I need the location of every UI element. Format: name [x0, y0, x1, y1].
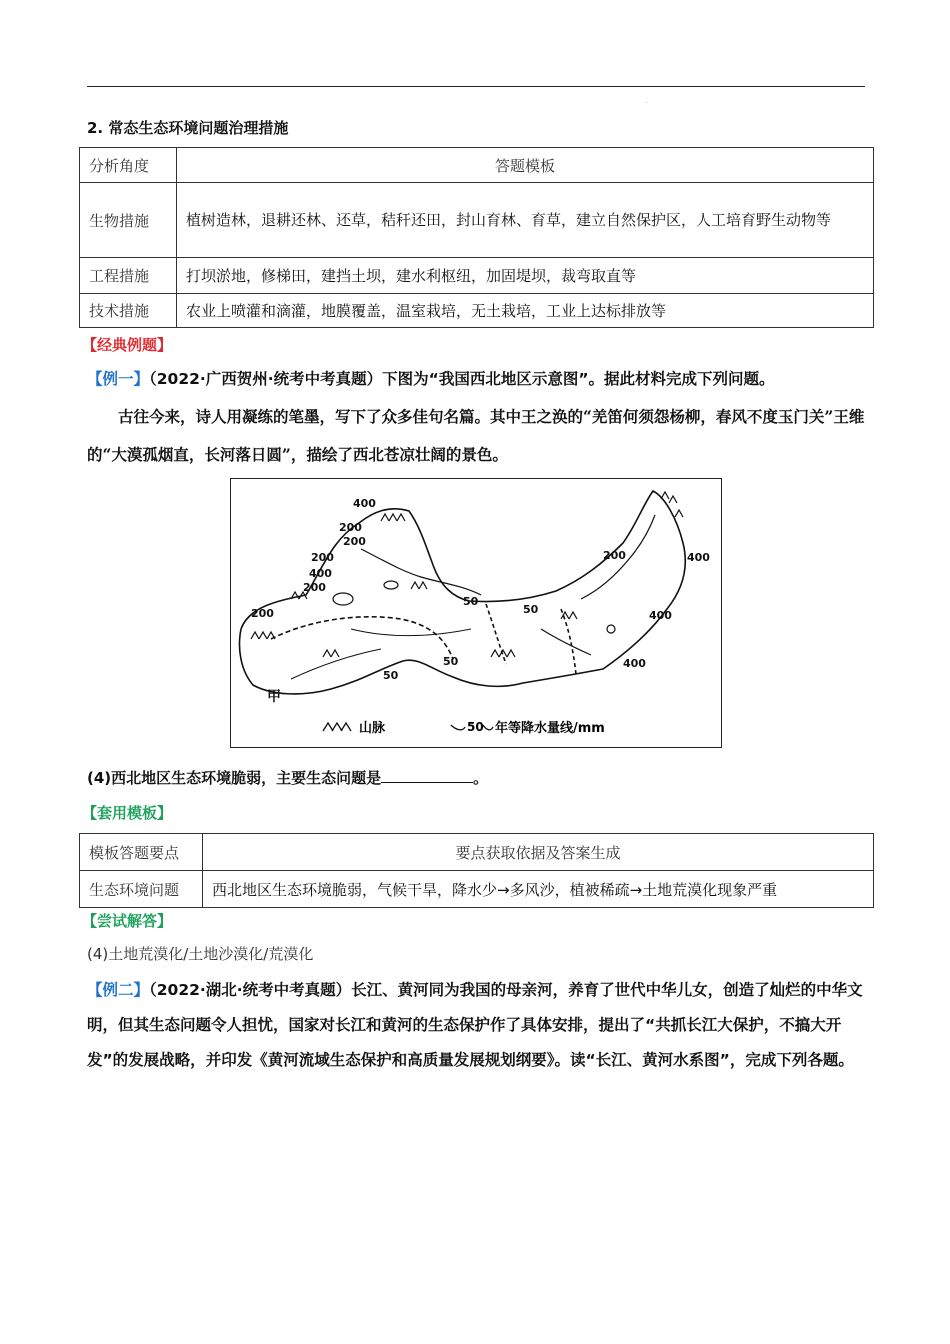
table-header-row [80, 834, 874, 871]
answer-blank[interactable] [381, 768, 473, 783]
example1-poem: 古往今来，诗人用凝练的笔墨，写下了众多佳句名篇。其中王之涣的“羌笛何须怨杨柳，春风不度玉门关”王维的“大漠孤烟直，长河落日圆”，描绘了西北苍凉壮阔的景色。 [87, 407, 865, 464]
table-row [80, 294, 874, 328]
isohyet-legend-icon [451, 725, 465, 730]
table-row-text: 打坝淤地，修梯田，建挡土坝，建水利枢纽，加固堤坝，裁弯取直等 [177, 258, 874, 294]
table-header-row [80, 148, 874, 183]
contour-label: 400 [623, 657, 646, 670]
legend-isohyet-label: 年等降水量线/mm [495, 721, 605, 736]
place-label: 甲 [267, 689, 281, 705]
section-title: 2. 常态生态环境问题治理措施 [87, 119, 289, 137]
measures-table [79, 147, 874, 328]
isohyet-legend-icon [483, 725, 493, 730]
lake [384, 581, 398, 589]
river [361, 549, 481, 595]
contour-label: 200 [303, 581, 326, 594]
example1-text: （2022·广西贺州·统考中考真题）下图为“我国西北地区示意图”。据此材料完成下列问题。 [149, 370, 775, 388]
template-tag: 【套用模板】 [82, 804, 173, 822]
table-row [80, 871, 874, 908]
question-end: 。 [473, 769, 489, 787]
contour-label: 50 [443, 655, 459, 668]
example1-intro [87, 362, 867, 397]
contour-label: 50 [463, 595, 479, 608]
table-row-label: 工程措施 [80, 258, 177, 294]
try-answer-tag: 【尝试解答】 [82, 912, 173, 930]
city-marker [607, 625, 615, 633]
template-table [79, 833, 874, 908]
lake [333, 593, 353, 605]
legend-isohyet-value: 50 [467, 720, 484, 734]
map-legend [323, 720, 605, 736]
table-header-cell: 答题模板 [177, 148, 874, 183]
table-header-cell: 要点获取依据及答案生成 [203, 834, 874, 871]
table-header-cell: 模板答题要点 [80, 834, 203, 871]
northwest-map [230, 478, 722, 748]
contour-label: 200 [251, 607, 274, 620]
header-dot: . [646, 98, 648, 105]
contour-label: 50 [523, 603, 539, 616]
map-figure [231, 479, 721, 747]
table-row [80, 183, 874, 258]
contour-label: 400 [309, 567, 332, 580]
mountain-legend-icon [323, 723, 351, 731]
table-header-cell: 分析角度 [80, 148, 177, 183]
table-row-label: 生物措施 [80, 183, 177, 258]
example1-label: 【例一】 [87, 370, 150, 388]
contour-label: 200 [311, 551, 334, 564]
contour-label: 50 [383, 669, 399, 682]
province-boundary [486, 604, 506, 664]
example2-text: （2022·湖北·统考中考真题）长江、黄河同为我国的母亲河，养育了世代中华儿女，创造了灿烂的中华文明，但其生态问题令人担忧，国家对长江和黄河的生态保护作了具体安排，提出了“共抓长江大保护，不搞大开发”的发展战略，并印发《黄河流域生态保护和高质量发展规划纲要》。读“长江、黄河水系图”，完成下列各题。 [87, 981, 863, 1069]
table-row [80, 258, 874, 294]
isohyet-line [351, 629, 471, 636]
table-row-label: 技术措施 [80, 294, 177, 328]
contour-label: 400 [353, 497, 376, 510]
contour-label: 400 [649, 609, 672, 622]
table-row-text: 植树造林，退耕还林、还草，秸秆还田，封山育林、育草，建立自然保护区，人工培育野生动物等 [177, 183, 874, 258]
river [541, 629, 591, 655]
contour-label: 200 [339, 521, 362, 534]
example2-paragraph [87, 973, 867, 1078]
header-rule [87, 86, 865, 87]
table-row-text: 农业上喷灌和滴灌，地膜覆盖，温室栽培，无土栽培，工业上达标排放等 [177, 294, 874, 328]
question-4 [87, 767, 488, 788]
table-row-label: 生态环境问题 [80, 871, 203, 908]
example2-label: 【例二】 [87, 981, 150, 999]
inner-boundary [271, 617, 453, 659]
question-text: (4)西北地区生态环境脆弱，主要生态问题是 [87, 769, 382, 787]
isohyet-line [291, 649, 381, 679]
contour-label: 200 [343, 535, 366, 548]
table-row-text: 西北地区生态环境脆弱，气候干旱，降水少→多风沙，植被稀疏→土地荒漠化现象严重 [203, 871, 874, 908]
classic-examples-tag: 【经典例题】 [82, 336, 173, 354]
contour-label: 200 [603, 549, 626, 562]
legend-mountain-label: 山脉 [359, 721, 386, 736]
contour-label: 400 [687, 551, 710, 564]
answer-text: (4)土地荒漠化/土地沙漠化/荒漠化 [87, 945, 314, 963]
